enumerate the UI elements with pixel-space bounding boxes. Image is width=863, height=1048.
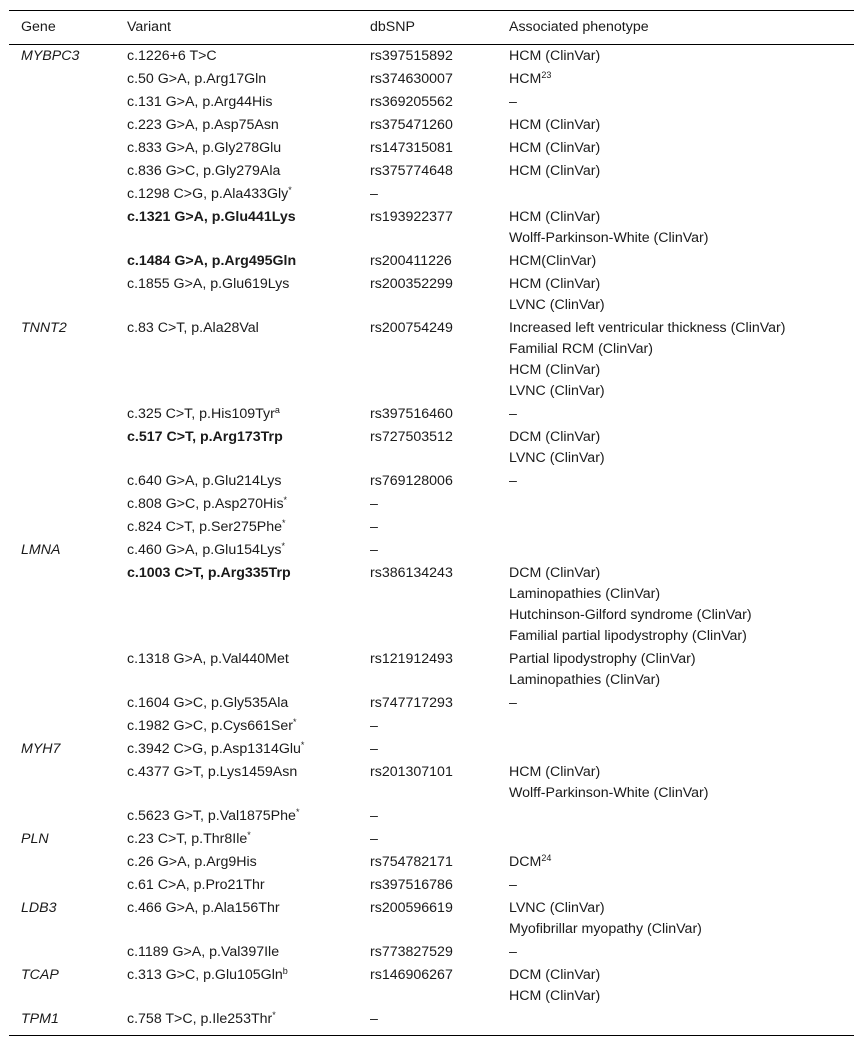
dbsnp-cell: rs201307101 <box>370 764 453 780</box>
variant-text: c.1484 G>A, p.Arg495Gln <box>127 253 297 269</box>
gene-cell <box>9 160 115 183</box>
phenotype-text: Partial lipodystrophy (ClinVar) <box>509 651 696 667</box>
phenotype-text: DCM (ClinVar) <box>509 429 601 445</box>
table-row <box>9 493 854 516</box>
table-row <box>9 692 854 715</box>
variant-cell <box>115 562 358 648</box>
variant-text: c.1189 G>A, p.Val397Ile <box>127 944 280 960</box>
variant-text: c.1321 G>A, p.Glu441Lys <box>127 209 296 225</box>
phenotype-line <box>509 138 854 159</box>
phenotype-text: HCM (ClinVar) <box>509 209 601 225</box>
footnote-marker: b <box>282 966 288 976</box>
dbsnp-cell: rs375471260 <box>370 117 453 133</box>
variant-cell <box>115 828 358 851</box>
phenotype-line <box>509 471 854 492</box>
phenotype-line <box>509 448 854 469</box>
phenotype-cell <box>497 516 854 539</box>
gene-cell <box>9 137 115 160</box>
variant-text: c.460 G>A, p.Glu154Lys <box>127 542 282 558</box>
variant-text: c.808 G>C, p.Asp270His <box>127 496 284 512</box>
table-row <box>9 68 854 91</box>
variant-cell <box>115 68 358 91</box>
phenotype-cell <box>497 470 854 493</box>
table-row <box>9 317 854 403</box>
dbsnp-cell: – <box>370 808 378 824</box>
phenotype-cell <box>497 715 854 738</box>
variant-cell <box>115 941 358 964</box>
phenotype-text: – <box>509 473 517 489</box>
reference-marker: 23 <box>541 70 552 80</box>
table-row <box>9 851 854 874</box>
dbsnp-cell: rs200596619 <box>370 900 453 916</box>
phenotype-text: HCM (ClinVar) <box>509 117 601 133</box>
table-row <box>9 426 854 470</box>
phenotype-cell <box>497 805 854 828</box>
phenotype-cell <box>497 851 854 874</box>
table-row <box>9 516 854 539</box>
phenotype-cell <box>497 45 854 69</box>
phenotype-text: – <box>509 877 517 893</box>
phenotype-cell <box>497 738 854 761</box>
phenotype-line <box>509 626 854 647</box>
dbsnp-cell: rs397516460 <box>370 406 453 422</box>
table-body <box>9 45 854 1036</box>
header-gene: Gene <box>21 19 56 35</box>
footnote-marker: * <box>288 185 292 195</box>
gene-cell: TPM1 <box>21 1011 59 1027</box>
table-row <box>9 160 854 183</box>
gene-cell <box>9 114 115 137</box>
phenotype-line <box>509 339 854 360</box>
table-row <box>9 1008 854 1036</box>
phenotype-line <box>509 563 854 584</box>
variant-cell <box>115 137 358 160</box>
dbsnp-cell: rs369205562 <box>370 94 453 110</box>
phenotype-cell <box>497 964 854 1008</box>
variant-text: c.1003 C>T, p.Arg335Trp <box>127 565 291 581</box>
variant-cell <box>115 91 358 114</box>
phenotype-text: Familial partial lipodystrophy (ClinVar) <box>509 628 747 644</box>
phenotype-cell <box>497 91 854 114</box>
footnote-marker: * <box>281 541 285 551</box>
variant-text: c.1604 G>C, p.Gly535Ala <box>127 695 289 711</box>
variant-cell <box>115 897 358 941</box>
table-row <box>9 91 854 114</box>
table-row <box>9 761 854 805</box>
table-row <box>9 562 854 648</box>
table-row <box>9 964 854 1008</box>
variant-text: c.223 G>A, p.Asp75Asn <box>127 117 279 133</box>
phenotype-line <box>509 670 854 691</box>
reference-marker: 24 <box>541 853 552 863</box>
phenotype-cell <box>497 493 854 516</box>
phenotype-text: LVNC (ClinVar) <box>509 450 605 466</box>
phenotype-text: Laminopathies (ClinVar) <box>509 672 661 688</box>
variant-text: c.1226+6 T>C <box>127 48 217 64</box>
gene-cell <box>9 851 115 874</box>
dbsnp-cell: rs147315081 <box>370 140 453 156</box>
footnote-marker: * <box>272 1010 276 1020</box>
variant-text: c.26 G>A, p.Arg9His <box>127 854 257 870</box>
phenotype-text: DCM <box>509 854 542 870</box>
dbsnp-cell: rs193922377 <box>370 209 453 225</box>
phenotype-text: LVNC (ClinVar) <box>509 297 605 313</box>
variant-cell <box>115 114 358 137</box>
phenotype-line <box>509 381 854 402</box>
dbsnp-cell: rs146906267 <box>370 967 453 983</box>
phenotype-line <box>509 584 854 605</box>
variant-cell <box>115 183 358 206</box>
footnote-marker: * <box>247 830 251 840</box>
dbsnp-cell: rs773827529 <box>370 944 453 960</box>
phenotype-text: HCM <box>509 71 542 87</box>
phenotype-line <box>509 92 854 113</box>
gene-cell <box>9 648 115 692</box>
dbsnp-cell: rs121912493 <box>370 651 453 667</box>
phenotype-line <box>509 228 854 249</box>
phenotype-line <box>509 986 854 1007</box>
variant-cell <box>115 648 358 692</box>
footnote-marker: * <box>293 717 297 727</box>
variant-cell <box>115 805 358 828</box>
variant-cell <box>115 45 358 69</box>
gene-cell: MYH7 <box>21 741 61 757</box>
variant-text: c.1855 G>A, p.Glu619Lys <box>127 276 290 292</box>
gene-cell <box>9 250 115 273</box>
variant-text: c.61 C>A, p.Pro21Thr <box>127 877 265 893</box>
dbsnp-cell: – <box>370 496 378 512</box>
gene-cell: TCAP <box>21 967 59 983</box>
phenotype-cell <box>497 941 854 964</box>
table-row <box>9 941 854 964</box>
phenotype-text: DCM (ClinVar) <box>509 565 601 581</box>
gene-cell: MYBPC3 <box>21 48 80 64</box>
variant-text: c.5623 G>T, p.Val1875Phe <box>127 808 296 824</box>
table-row <box>9 403 854 426</box>
phenotype-line <box>509 898 854 919</box>
variant-text: c.833 G>A, p.Gly278Glu <box>127 140 282 156</box>
footnote-marker: * <box>300 740 305 750</box>
dbsnp-cell: rs375774648 <box>370 163 453 179</box>
variant-cell <box>115 539 358 562</box>
table-row <box>9 250 854 273</box>
dbsnp-cell: – <box>370 741 378 757</box>
phenotype-text: LVNC (ClinVar) <box>509 900 605 916</box>
variant-text: c.3942 C>G, p.Asp1314Glu <box>127 741 301 757</box>
variant-cell <box>115 964 358 1008</box>
dbsnp-cell: – <box>370 831 378 847</box>
footnote-marker: * <box>281 518 286 528</box>
dbsnp-cell: rs200411226 <box>370 253 452 269</box>
phenotype-cell <box>497 426 854 470</box>
phenotype-cell <box>497 897 854 941</box>
gene-cell: LMNA <box>21 542 61 558</box>
variant-cell <box>115 160 358 183</box>
phenotype-text: HCM(ClinVar) <box>509 253 597 269</box>
table-row <box>9 874 854 897</box>
variant-cell <box>115 851 358 874</box>
phenotype-line <box>509 965 854 986</box>
phenotype-line <box>509 46 854 67</box>
phenotype-text: – <box>509 695 517 711</box>
phenotype-line <box>509 875 854 896</box>
phenotype-text: – <box>509 94 517 110</box>
phenotype-line <box>509 919 854 940</box>
variant-cell <box>115 493 358 516</box>
variant-cell <box>115 715 358 738</box>
dbsnp-cell: rs200754249 <box>370 320 453 336</box>
phenotype-line <box>509 852 854 873</box>
variant-cell <box>115 1008 358 1036</box>
gene-cell <box>9 426 115 470</box>
variant-text: c.466 G>A, p.Ala156Thr <box>127 900 280 916</box>
phenotype-cell <box>497 1008 854 1036</box>
variant-text: c.758 T>C, p.Ile253Thr <box>127 1011 273 1027</box>
gene-cell <box>9 761 115 805</box>
table-header-row <box>9 11 854 45</box>
phenotype-line <box>509 251 854 272</box>
gene-cell: LDB3 <box>21 900 57 916</box>
variant-text: c.4377 G>T, p.Lys1459Asn <box>127 764 298 780</box>
table-row <box>9 715 854 738</box>
phenotype-text: HCM (ClinVar) <box>509 140 601 156</box>
dbsnp-cell: – <box>370 519 378 535</box>
variant-cell <box>115 874 358 897</box>
phenotype-text: Wolff-Parkinson-White (ClinVar) <box>509 230 709 246</box>
variant-table <box>9 10 854 1036</box>
gene-cell <box>9 516 115 539</box>
phenotype-cell <box>497 874 854 897</box>
dbsnp-cell: rs397515892 <box>370 48 453 64</box>
phenotype-cell <box>497 206 854 250</box>
dbsnp-cell: rs754782171 <box>370 854 453 870</box>
header-dbsnp: dbSNP <box>370 19 415 35</box>
table-row <box>9 470 854 493</box>
phenotype-cell <box>497 828 854 851</box>
table-row <box>9 805 854 828</box>
gene-cell <box>9 206 115 250</box>
variant-cell <box>115 206 358 250</box>
phenotype-cell <box>497 68 854 91</box>
gene-cell: TNNT2 <box>21 320 67 336</box>
gene-cell <box>9 692 115 715</box>
phenotype-cell <box>497 692 854 715</box>
dbsnp-cell: rs769128006 <box>370 473 453 489</box>
phenotype-line <box>509 207 854 228</box>
dbsnp-cell: – <box>370 718 378 734</box>
table-row <box>9 273 854 317</box>
phenotype-cell <box>497 137 854 160</box>
variant-text: c.824 C>T, p.Ser275Phe <box>127 519 282 535</box>
phenotype-line <box>509 115 854 136</box>
gene-cell <box>9 470 115 493</box>
dbsnp-cell: rs374630007 <box>370 71 453 87</box>
variant-cell <box>115 470 358 493</box>
header-variant: Variant <box>127 19 171 35</box>
phenotype-text: HCM (ClinVar) <box>509 163 601 179</box>
gene-cell <box>9 562 115 648</box>
phenotype-text: HCM (ClinVar) <box>509 988 601 1004</box>
phenotype-line <box>509 161 854 182</box>
dbsnp-cell: – <box>370 1011 378 1027</box>
phenotype-text: Myofibrillar myopathy (ClinVar) <box>509 921 702 937</box>
phenotype-text: HCM (ClinVar) <box>509 764 601 780</box>
gene-cell <box>9 715 115 738</box>
table-row <box>9 45 854 69</box>
dbsnp-cell: – <box>370 542 378 558</box>
table-row <box>9 828 854 851</box>
phenotype-line <box>509 318 854 339</box>
phenotype-text: Familial RCM (ClinVar) <box>509 341 653 357</box>
footnote-marker: * <box>283 495 288 505</box>
phenotype-text: HCM (ClinVar) <box>509 276 601 292</box>
variant-text: c.517 C>T, p.Arg173Trp <box>127 429 283 445</box>
phenotype-line <box>509 605 854 626</box>
variant-text: c.1982 G>C, p.Cys661Ser <box>127 718 294 734</box>
table-row <box>9 648 854 692</box>
gene-cell <box>9 273 115 317</box>
variant-text: c.640 G>A, p.Glu214Lys <box>127 473 282 489</box>
phenotype-line <box>509 274 854 295</box>
phenotype-cell <box>497 250 854 273</box>
dbsnp-cell: rs200352299 <box>370 276 453 292</box>
phenotype-cell <box>497 114 854 137</box>
phenotype-line <box>509 69 854 90</box>
phenotype-text: – <box>509 406 517 422</box>
phenotype-text: LVNC (ClinVar) <box>509 383 605 399</box>
variant-cell <box>115 761 358 805</box>
phenotype-cell <box>497 160 854 183</box>
phenotype-text: Hutchinson-Gilford syndrome (ClinVar) <box>509 607 752 623</box>
dbsnp-cell: rs386134243 <box>370 565 453 581</box>
phenotype-text: – <box>509 944 517 960</box>
variant-text: c.1318 G>A, p.Val440Met <box>127 651 289 667</box>
dbsnp-cell: rs397516786 <box>370 877 453 893</box>
phenotype-cell <box>497 648 854 692</box>
gene-cell <box>9 183 115 206</box>
dbsnp-cell: – <box>370 186 378 202</box>
phenotype-line <box>509 942 854 963</box>
variant-text: c.131 G>A, p.Arg44His <box>127 94 273 110</box>
table-row <box>9 206 854 250</box>
variant-cell <box>115 738 358 761</box>
dbsnp-cell: rs727503512 <box>370 429 453 445</box>
variant-table-container <box>9 10 854 1036</box>
table-row <box>9 897 854 941</box>
phenotype-text: Increased left ventricular thickness (ClinVar) <box>509 320 786 336</box>
phenotype-cell <box>497 403 854 426</box>
variant-cell <box>115 426 358 470</box>
variant-cell <box>115 516 358 539</box>
footnote-marker: * <box>295 807 300 817</box>
table-row <box>9 539 854 562</box>
variant-text: c.50 G>A, p.Arg17Gln <box>127 71 267 87</box>
phenotype-cell <box>497 183 854 206</box>
table-row <box>9 114 854 137</box>
phenotype-text: Wolff-Parkinson-White (ClinVar) <box>509 785 709 801</box>
table-row <box>9 183 854 206</box>
phenotype-cell <box>497 317 854 403</box>
variant-text: c.1298 C>G, p.Ala433Gly <box>127 186 289 202</box>
phenotype-line <box>509 427 854 448</box>
phenotype-cell <box>497 562 854 648</box>
phenotype-line <box>509 295 854 316</box>
phenotype-text: Laminopathies (ClinVar) <box>509 586 661 602</box>
variant-text: c.23 C>T, p.Thr8Ile <box>127 831 248 847</box>
variant-cell <box>115 317 358 403</box>
variant-cell <box>115 250 358 273</box>
phenotype-line <box>509 404 854 425</box>
table-row <box>9 137 854 160</box>
table-row <box>9 738 854 761</box>
phenotype-line <box>509 360 854 381</box>
phenotype-text: DCM (ClinVar) <box>509 967 601 983</box>
variant-text: c.83 C>T, p.Ala28Val <box>127 320 259 336</box>
gene-cell <box>9 805 115 828</box>
dbsnp-cell: rs747717293 <box>370 695 453 711</box>
phenotype-line <box>509 783 854 804</box>
variant-cell <box>115 273 358 317</box>
gene-cell <box>9 403 115 426</box>
gene-cell <box>9 91 115 114</box>
variant-text: c.836 G>C, p.Gly279Ala <box>127 163 281 179</box>
phenotype-line <box>509 693 854 714</box>
phenotype-text: HCM (ClinVar) <box>509 362 601 378</box>
variant-cell <box>115 403 358 426</box>
phenotype-cell <box>497 273 854 317</box>
phenotype-text: HCM (ClinVar) <box>509 48 601 64</box>
phenotype-cell <box>497 539 854 562</box>
gene-cell: PLN <box>21 831 49 847</box>
header-phenotype: Associated phenotype <box>509 19 649 35</box>
gene-cell <box>9 68 115 91</box>
variant-text: c.313 G>C, p.Glu105Gln <box>127 967 283 983</box>
phenotype-line <box>509 762 854 783</box>
gene-cell <box>9 874 115 897</box>
variant-text: c.325 C>T, p.His109Tyr <box>127 406 275 422</box>
variant-cell <box>115 692 358 715</box>
footnote-marker: a <box>274 405 280 415</box>
gene-cell <box>9 493 115 516</box>
gene-cell <box>9 941 115 964</box>
phenotype-cell <box>497 761 854 805</box>
phenotype-line <box>509 649 854 670</box>
